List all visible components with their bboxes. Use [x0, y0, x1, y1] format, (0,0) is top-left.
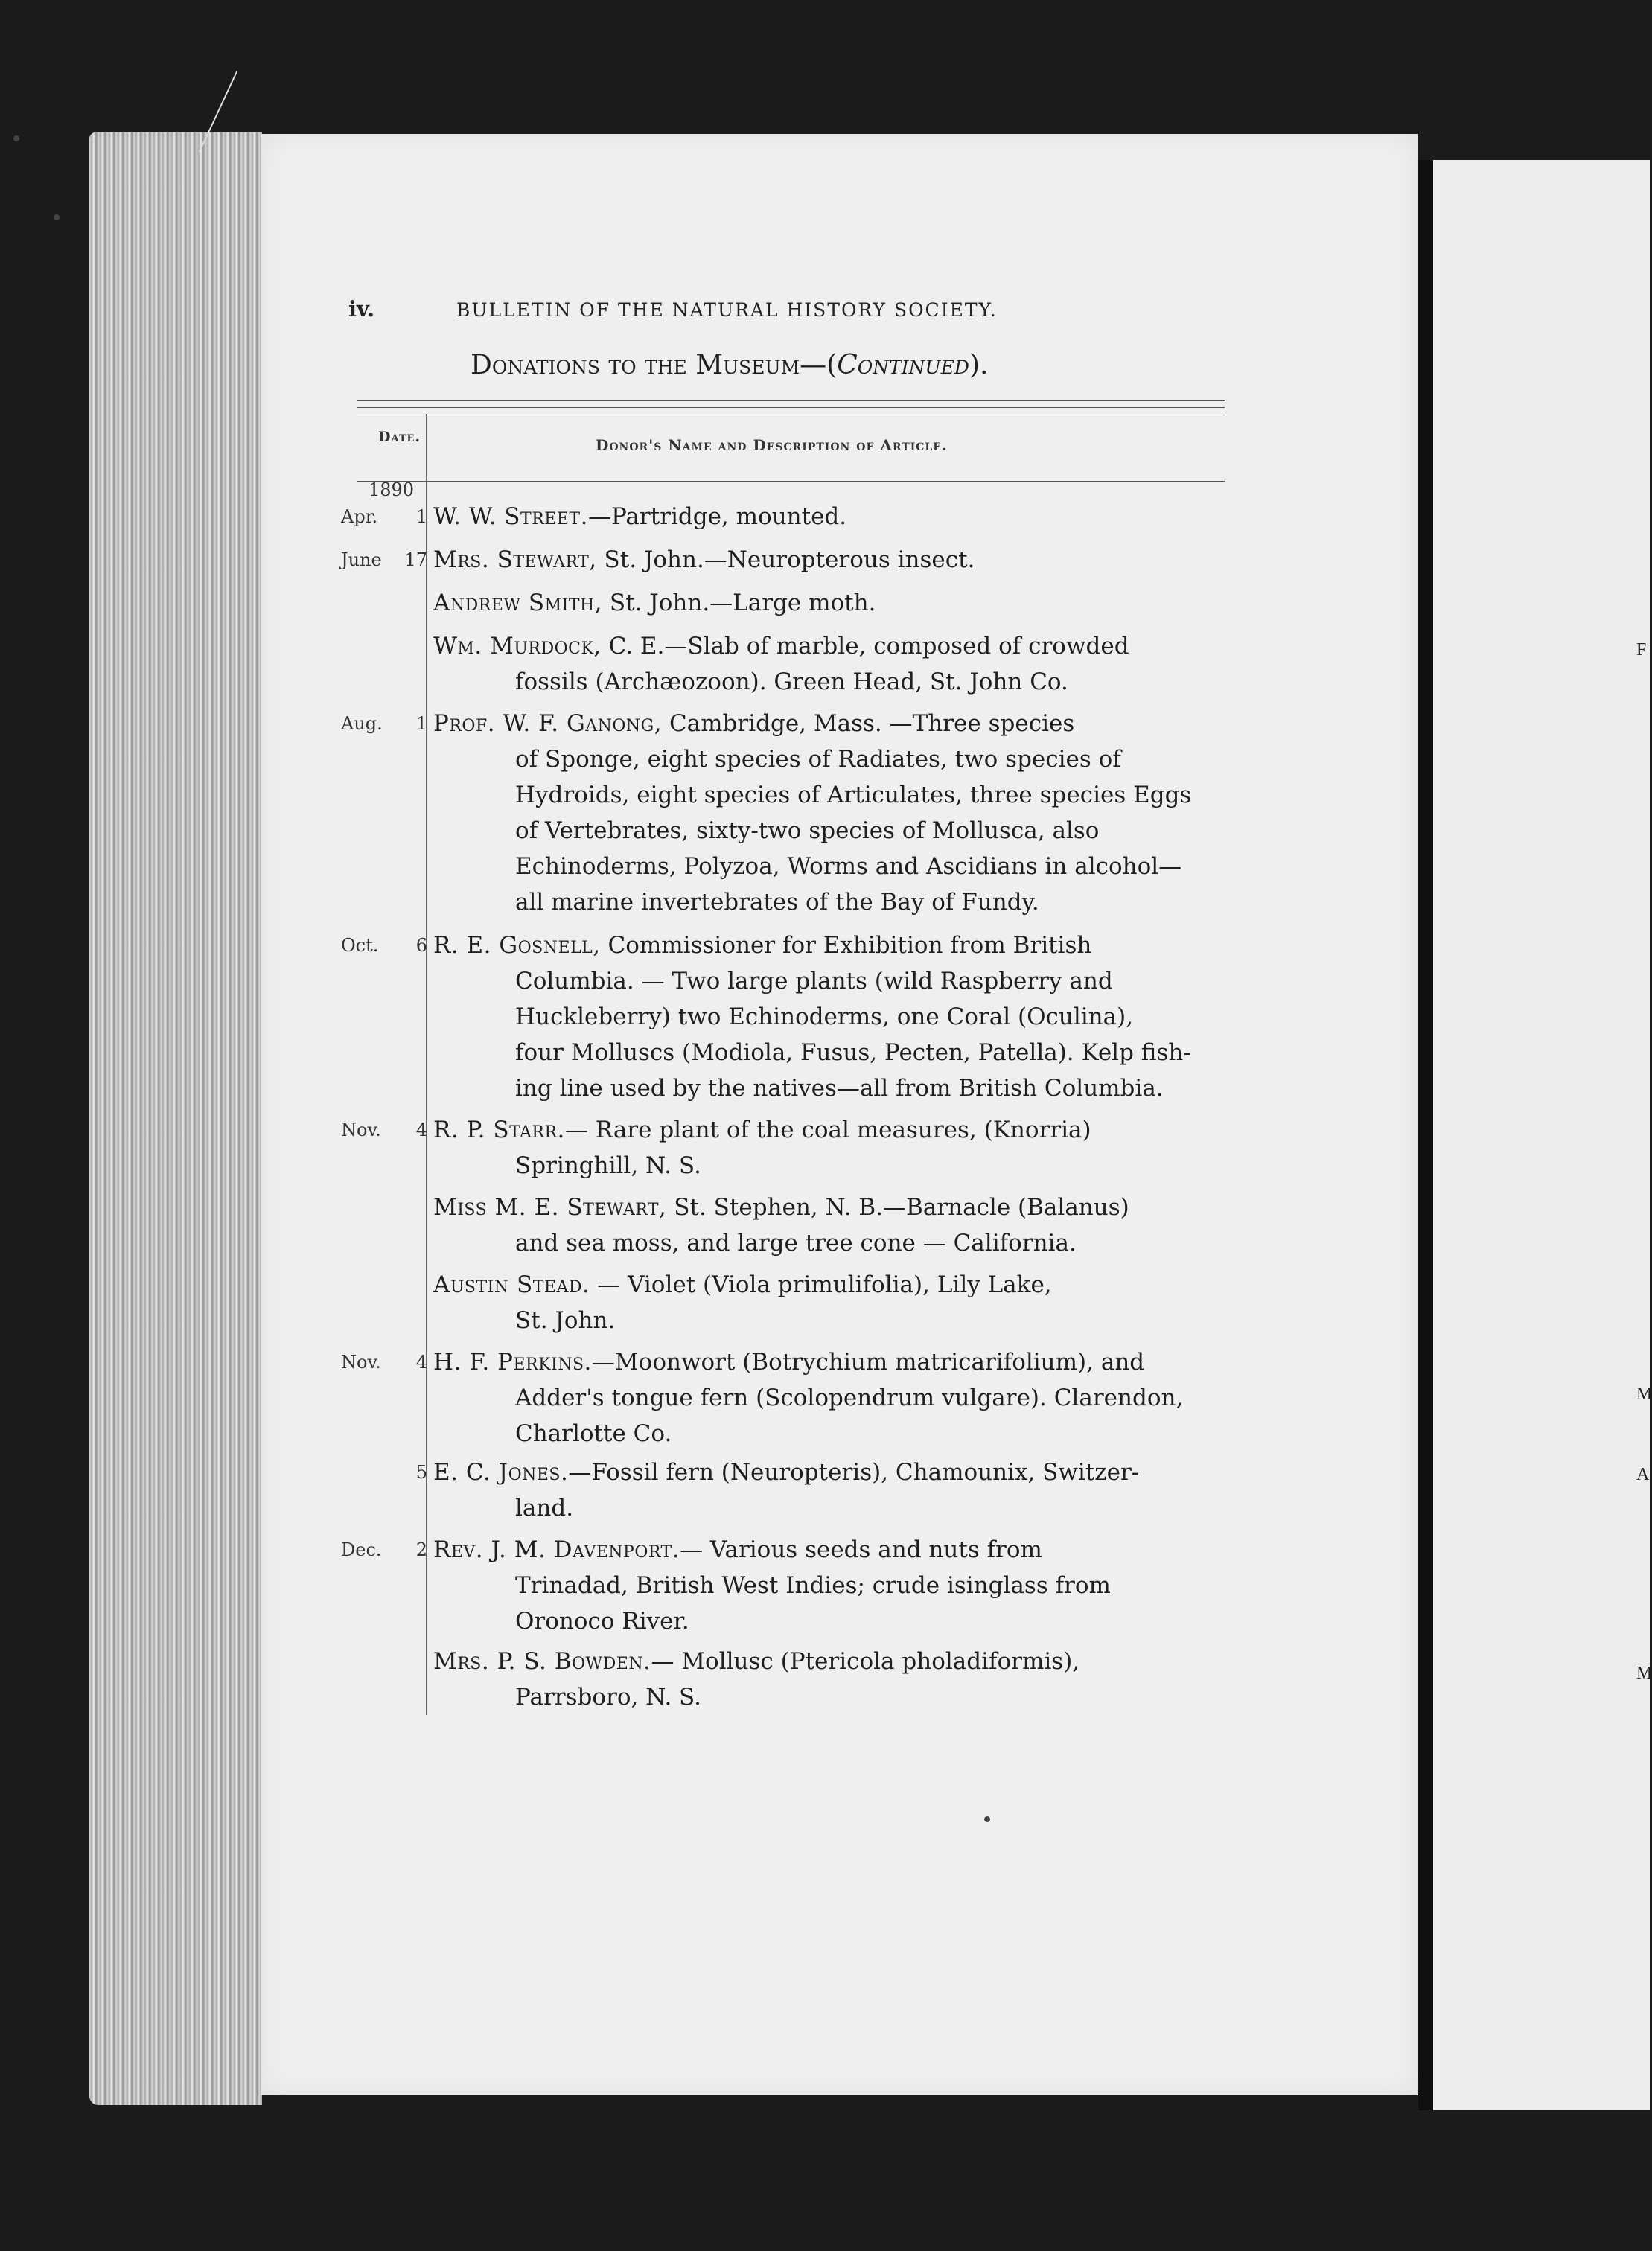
date-month: Oct. [341, 935, 379, 956]
header-bottom-rule [357, 481, 1225, 482]
donation-entry [433, 585, 1222, 621]
date-cell [341, 1121, 427, 1139]
entry-description: —Fossil fern (Neuropteris), Chamounix, Switzer- [568, 1459, 1140, 1486]
entry-continuation-line: St. John. [515, 1307, 616, 1334]
entry-description: Cambridge, Mass. —Three species [669, 710, 1075, 737]
book-gutter [1418, 160, 1433, 2110]
donation-entry [433, 706, 1222, 920]
donor-name: Austin Stead. [433, 1271, 590, 1298]
donor-name: Miss M. E. Stewart, [433, 1194, 667, 1221]
date-day: 1 [415, 506, 427, 527]
entry-line [433, 628, 1222, 664]
entry-continuation-line: and sea moss, and large tree cone — California. [515, 1230, 1077, 1257]
entry-description: — Rare plant of the coal measures, (Knorria) [564, 1117, 1091, 1143]
donor-name: W. W. Street. [433, 503, 588, 530]
table-header-row [357, 409, 1225, 470]
donor-name: Andrew Smith, [433, 590, 603, 616]
entry-continuation-line: Trinadad, British West Indies; crude isinglass from [515, 1572, 1111, 1599]
donor-name: Prof. W. F. Ganong, [433, 710, 663, 737]
donation-entry [433, 542, 1222, 578]
donor-name: R. P. Starr. [433, 1117, 565, 1143]
entry-line [433, 1112, 1222, 1148]
page-header [348, 296, 1242, 326]
entry-continuation-line: Charlotte Co. [515, 1420, 672, 1447]
entry-continuation-line: all marine invertebrates of the Bay of Fundy. [515, 889, 1039, 916]
date-cell [341, 1463, 427, 1481]
date-month: Nov. [341, 1120, 381, 1140]
date-month: June [341, 549, 382, 570]
date-day: 5 [415, 1462, 427, 1483]
entry-line [433, 706, 1222, 741]
donation-entry [433, 1455, 1222, 1526]
date-cell [341, 715, 427, 732]
table-title-italic: Continued [837, 350, 969, 380]
facing-page [1433, 160, 1650, 2110]
entry-continuation-line: Parrsboro, N. S. [515, 1684, 702, 1711]
entry-line [433, 1267, 1222, 1303]
entry-continuation-line: Echinoderms, Polyzoa, Worms and Ascidians in alcohol— [515, 853, 1182, 880]
entry-continuation-line: Oronoco River. [515, 1608, 689, 1635]
top-rule-thin [357, 407, 1225, 408]
date-day: 4 [415, 1352, 427, 1373]
entry-continuation-line: of Sponge, eight species of Radiates, two species of [515, 746, 1121, 773]
entry-line [433, 1344, 1222, 1380]
dust-dot [13, 135, 19, 141]
donation-entry [433, 927, 1222, 1106]
page-edges [89, 132, 262, 2105]
entry-description: Commissioner for Exhibition from British [607, 932, 1092, 959]
donation-entry [433, 1267, 1222, 1338]
facing-page-letter: F [1636, 640, 1647, 660]
description-column-header: Donor's Name and Description of Article. [596, 436, 948, 454]
date-month: Nov. [341, 1352, 381, 1373]
date-day: 4 [415, 1120, 427, 1140]
table-title-main: Donations to the Museum—( [471, 350, 838, 380]
donor-name: Wm. Murdock, [433, 633, 602, 660]
entry-description: C. E.—Slab of marble, composed of crowded [608, 633, 1129, 660]
date-cell [341, 1353, 427, 1371]
entry-line [433, 1644, 1222, 1679]
entry-line [433, 1190, 1222, 1225]
entry-description: —Partridge, mounted. [587, 503, 847, 530]
donation-entry [433, 499, 1222, 534]
donor-name: Rev. J. M. Davenport. [433, 1536, 680, 1563]
entry-continuation-line: four Molluscs (Modiola, Fusus, Pecten, Patella). Kelp fish- [515, 1039, 1191, 1066]
entry-continuation-line: Hydroids, eight species of Articulates, three species Eggs [515, 782, 1192, 808]
donor-name: Mrs. P. S. Bowden. [433, 1648, 651, 1675]
entry-description: — Various seeds and nuts from [680, 1536, 1042, 1563]
donation-entry [433, 1644, 1222, 1715]
date-cell [341, 508, 427, 526]
donation-entry [433, 628, 1222, 700]
donation-entry [433, 1532, 1222, 1639]
table-title [471, 350, 988, 380]
entry-line [433, 1455, 1222, 1490]
date-day: 2 [415, 1539, 427, 1560]
donor-name: H. F. Perkins. [433, 1349, 592, 1376]
top-rule [357, 400, 1225, 401]
facing-page-letter: M [1636, 1385, 1652, 1404]
year-label: 1890 [369, 479, 415, 500]
ink-dot [984, 1816, 990, 1822]
date-cell [341, 551, 427, 569]
donation-entry [433, 1112, 1222, 1184]
donation-entry [433, 1344, 1222, 1452]
entry-line [433, 1532, 1222, 1568]
entry-description: St. Stephen, N. B.—Barnacle (Balanus) [674, 1194, 1129, 1221]
entry-line [433, 499, 1222, 534]
entry-description: —Moonwort (Botrychium matricarifolium), and [591, 1349, 1145, 1376]
date-day: 1 [415, 713, 427, 734]
date-month: Aug. [341, 713, 383, 734]
page-number: iv. [348, 296, 375, 322]
entry-line [433, 542, 1222, 578]
running-title: BULLETIN OF THE NATURAL HISTORY SOCIETY. [456, 299, 998, 321]
facing-page-letter: A [1636, 1465, 1650, 1484]
donor-name: Mrs. Stewart, [433, 546, 597, 573]
date-day: 6 [415, 935, 427, 956]
date-day: 17 [404, 549, 427, 570]
entry-continuation-line: Adder's tongue fern (Scolopendrum vulgare). Clarendon, [515, 1385, 1184, 1411]
entry-continuation-line: Huckleberry) two Echinoderms, one Coral (Oculina), [515, 1003, 1134, 1030]
entry-continuation-line: land. [515, 1495, 574, 1522]
entry-line [433, 927, 1222, 963]
entry-description: St. John.—Large moth. [609, 590, 876, 616]
entry-continuation-line: of Vertebrates, sixty-two species of Mollusca, also [515, 817, 1100, 844]
entry-description: — Violet (Viola primulifolia), Lily Lake, [597, 1271, 1052, 1298]
date-cell [341, 1541, 427, 1559]
entry-line [433, 585, 1222, 621]
entry-continuation-line: Columbia. — Two large plants (wild Raspberry and [515, 968, 1113, 994]
dust-dot [54, 214, 60, 220]
date-cell [341, 936, 427, 954]
donor-name: R. E. Gosnell, [433, 932, 601, 959]
donation-entry [433, 1190, 1222, 1261]
facing-page-letter: M [1636, 1664, 1652, 1683]
donor-name: E. C. Jones. [433, 1459, 569, 1486]
entry-continuation-line: fossils (Archæozoon). Green Head, St. John Co. [515, 668, 1068, 695]
date-month: Apr. [341, 506, 378, 527]
date-month: Dec. [341, 1539, 382, 1560]
entry-description: — Mollusc (Ptericola pholadiformis), [651, 1648, 1080, 1675]
table-title-end: ). [969, 350, 989, 380]
entry-continuation-line: ing line used by the natives—all from British Columbia. [515, 1075, 1164, 1102]
entry-continuation-line: Springhill, N. S. [515, 1152, 701, 1179]
date-column-divider [426, 414, 427, 1715]
date-column-header: Date. [378, 429, 421, 445]
entry-description: St. John.—Neuropterous insect. [604, 546, 975, 573]
